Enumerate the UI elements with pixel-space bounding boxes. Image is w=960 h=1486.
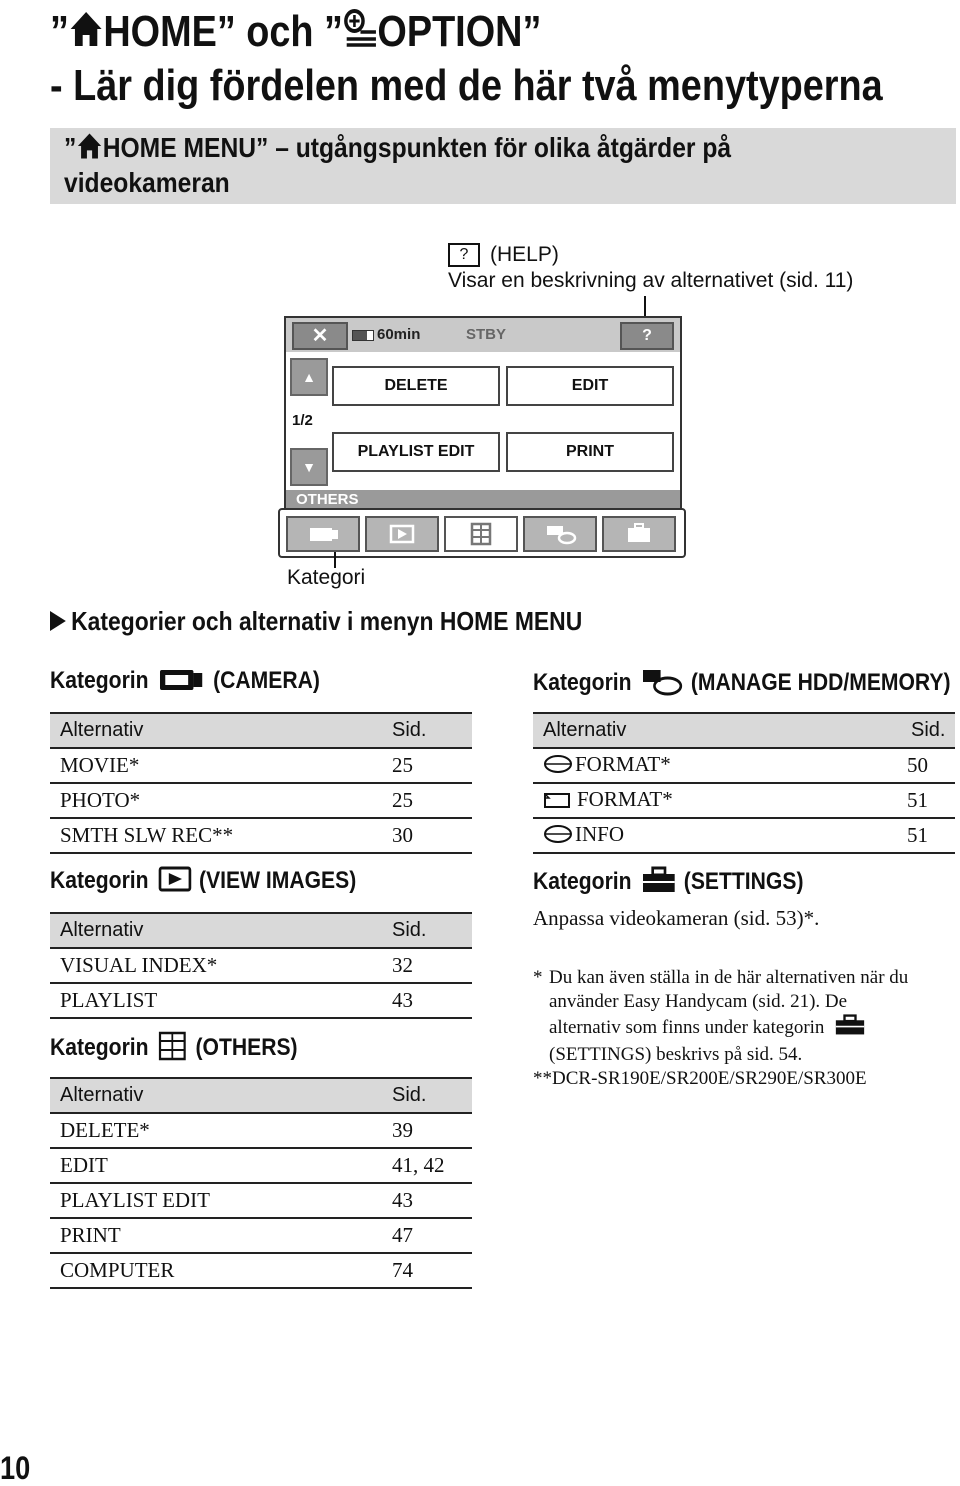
home-menu-banner: ” HOME MENU” – utgångspunkten för olika åtgärder på videokameran xyxy=(50,128,956,204)
toolbox-icon xyxy=(833,1014,867,1043)
table-row: FORMAT* 50 xyxy=(533,748,955,783)
manage-hdd-table xyxy=(533,712,955,854)
footnote-star: * xyxy=(533,967,543,988)
help-annotation: ? (HELP) Visar en beskrivning av alternativet (sid. 11) xyxy=(448,243,854,292)
table-header: Alternativ Sid. xyxy=(50,713,472,748)
category-tabs xyxy=(278,508,686,558)
table-row: PRINT 47 xyxy=(50,1218,472,1253)
table-row: PHOTO* 25 xyxy=(50,783,472,818)
table-row: MOVIE* 25 xyxy=(50,748,472,783)
table-row: SMTH SLW REC** 30 xyxy=(50,818,472,853)
camera-icon xyxy=(158,666,204,699)
print-option-button[interactable]: PRINT xyxy=(506,432,674,472)
kategori-label: Kategori xyxy=(287,566,366,589)
settings-category-tab[interactable] xyxy=(602,516,676,552)
battery-indicator: 60min xyxy=(352,326,420,343)
option-icon xyxy=(343,8,377,60)
section-heading: Kategorier och alternativ i menyn HOME MENU xyxy=(50,606,582,636)
battery-icon xyxy=(352,330,374,341)
lcd-screen xyxy=(284,316,682,556)
toolbox-icon xyxy=(641,866,676,901)
table-row: COMPUTER 74 xyxy=(50,1253,472,1288)
view-images-table xyxy=(50,912,472,1019)
memory-card-icon xyxy=(543,790,571,815)
table-row: DELETE* 39 xyxy=(50,1113,472,1148)
camera-category-heading: Kategorin (CAMERA) xyxy=(50,666,320,699)
table-header: Alternativ Sid. xyxy=(533,713,955,748)
settings-category-heading: Kategorin (SETTINGS) xyxy=(533,866,803,901)
help-icon: ? xyxy=(448,243,480,267)
table-header: Alternativ Sid. xyxy=(50,913,472,948)
footnote-2: **DCR-SR190E/SR200E/SR290E/SR300E xyxy=(533,1068,867,1089)
play-icon xyxy=(158,866,191,899)
edit-option-button[interactable]: EDIT xyxy=(506,366,674,406)
others-table xyxy=(50,1077,472,1289)
manage-hdd-category-tab[interactable] xyxy=(523,516,597,552)
status-text: STBY xyxy=(466,326,507,343)
view-images-category-tab[interactable] xyxy=(365,516,439,552)
manage-hdd-category-heading: Kategorin (MANAGE HDD/MEMORY) xyxy=(533,666,951,703)
page-number: 10 xyxy=(0,1450,31,1486)
table-row: FORMAT* 51 xyxy=(533,783,955,818)
table-row: INFO 51 xyxy=(533,818,955,853)
footnote-1: Du kan även ställa in de här alternativen när du använder Easy Handycam (sid. 21). De alternativ som finns under kategorin (SETTINGS) beskrivs på sid. 54. xyxy=(549,967,909,1065)
camera-category-tab[interactable] xyxy=(286,516,360,552)
camera-table xyxy=(50,712,472,854)
others-icon xyxy=(158,1031,186,1068)
manage-hdd-icon xyxy=(641,666,683,703)
triangle-icon xyxy=(50,611,66,631)
hdd-icon xyxy=(543,824,573,850)
category-bar: OTHERS xyxy=(286,490,680,510)
scroll-up-button[interactable]: ▲ xyxy=(290,358,328,396)
scroll-down-button[interactable]: ▼ xyxy=(290,448,328,486)
help-button[interactable]: ? xyxy=(620,322,674,350)
table-header: Alternativ Sid. xyxy=(50,1078,472,1113)
table-row: VISUAL INDEX* 32 xyxy=(50,948,472,983)
playlist-edit-option-button[interactable]: PLAYLIST EDIT xyxy=(332,432,500,472)
others-category-tab[interactable] xyxy=(444,516,518,552)
page-indicator: 1/2 xyxy=(292,412,313,429)
page-title: ” HOME” och ” OPTION” - Lär dig fördelen med de här två menytyperna xyxy=(50,7,883,111)
table-row: PLAYLIST 43 xyxy=(50,983,472,1018)
settings-description: Anpassa videokameran (sid. 53)*. xyxy=(533,906,820,930)
table-row: PLAYLIST EDIT 43 xyxy=(50,1183,472,1218)
view-images-category-heading: Kategorin (VIEW IMAGES) xyxy=(50,866,356,899)
home-icon xyxy=(69,8,103,60)
table-row: EDIT 41, 42 xyxy=(50,1148,472,1183)
hdd-icon xyxy=(543,754,573,780)
others-category-heading: Kategorin (OTHERS) xyxy=(50,1031,298,1068)
close-button[interactable]: ✕ xyxy=(292,322,348,350)
home-icon xyxy=(76,132,102,167)
delete-option-button[interactable]: DELETE xyxy=(332,366,500,406)
